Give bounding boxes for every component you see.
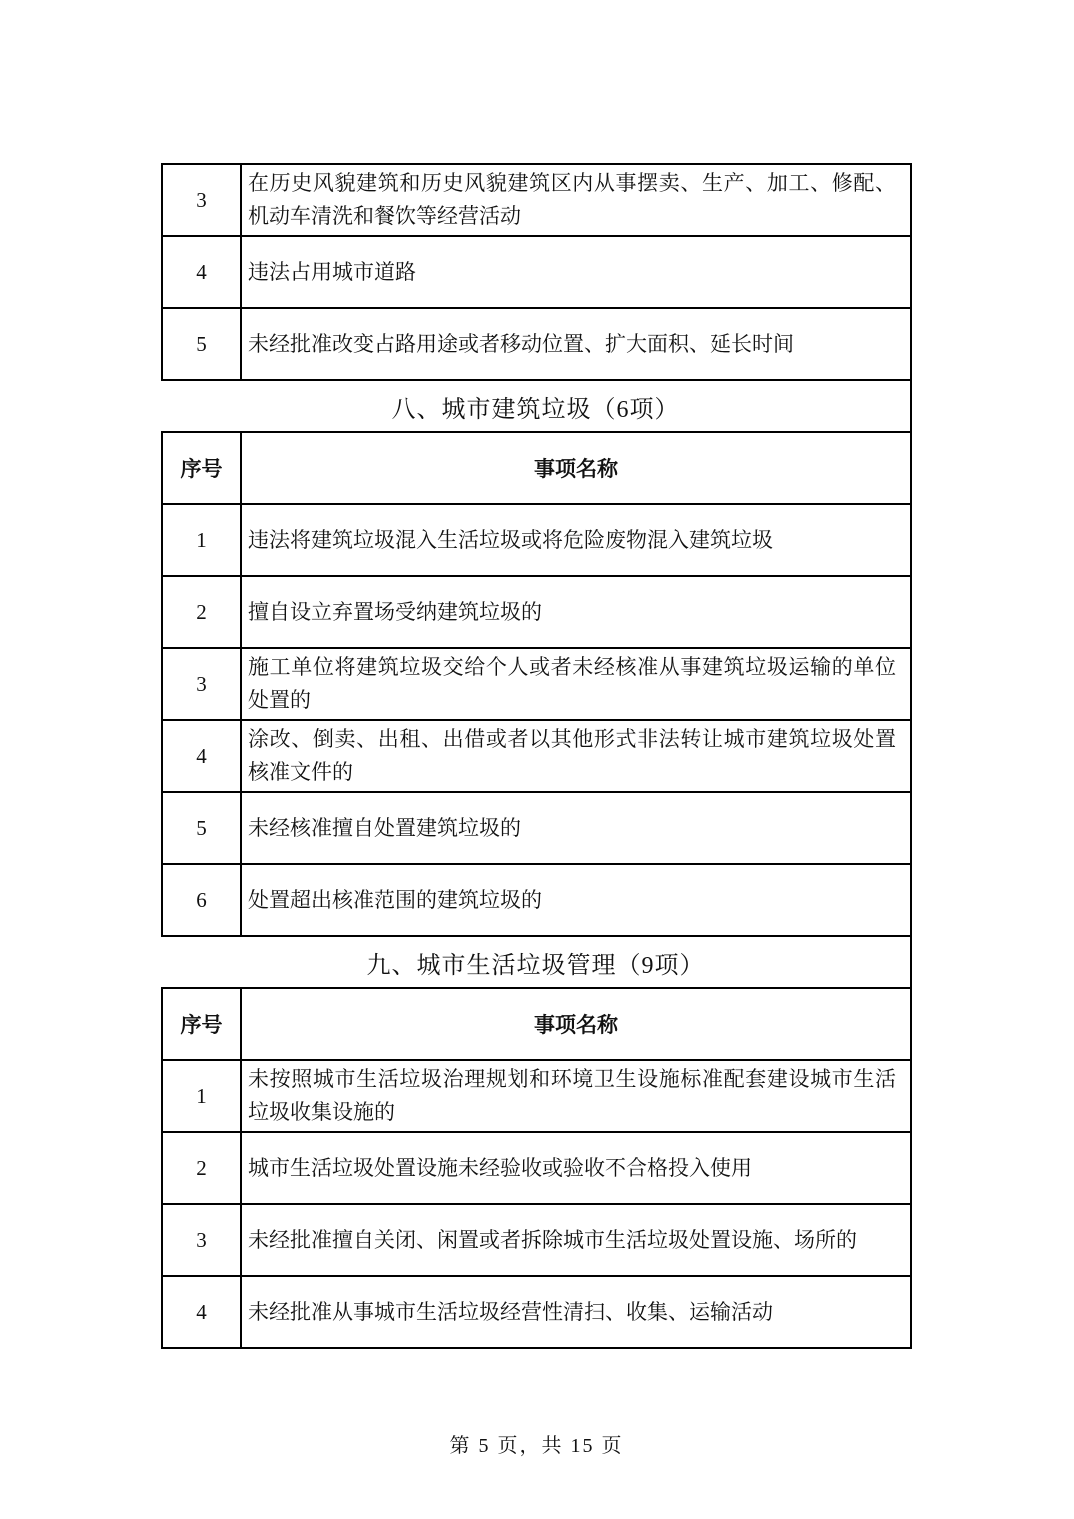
row-number-cell: 5 xyxy=(162,792,241,864)
item-name-cell: 在历史风貌建筑和历史风貌建筑区内从事摆卖、生产、加工、修配、机动车清洗和餐饮等经营活动 xyxy=(241,164,911,236)
row-number-cell: 4 xyxy=(162,1276,241,1348)
column-header-name: 事项名称 xyxy=(241,432,911,504)
table-row xyxy=(162,308,911,380)
row-number-cell: 4 xyxy=(162,720,241,792)
item-name-cell: 涂改、倒卖、出租、出借或者以其他形式非法转让城市建筑垃圾处置核准文件的 xyxy=(241,720,911,792)
item-name-cell: 处置超出核准范围的建筑垃圾的 xyxy=(241,864,911,936)
row-number-cell: 1 xyxy=(162,1060,241,1132)
item-name-cell: 违法占用城市道路 xyxy=(241,236,911,308)
page-content xyxy=(161,163,912,1458)
row-number-cell: 2 xyxy=(162,576,241,648)
section-9-table xyxy=(161,987,912,1349)
page-footer: 第 5 页，共 15 页 xyxy=(449,1435,624,1457)
row-number-cell: 6 xyxy=(162,864,241,936)
item-name-cell: 违法将建筑垃圾混入生活垃圾或将危险废物混入建筑垃圾 xyxy=(241,504,911,576)
item-name-cell: 未按照城市生活垃圾治理规划和环境卫生设施标准配套建设城市生活垃圾收集设施的 xyxy=(241,1060,911,1132)
row-number-cell: 5 xyxy=(162,308,241,380)
table-row xyxy=(162,1132,911,1204)
row-number-cell: 4 xyxy=(162,236,241,308)
section-9-heading: 九、城市生活垃圾管理（9项） xyxy=(161,937,912,987)
table-row xyxy=(162,504,911,576)
continuation-table xyxy=(161,163,912,381)
section-8-table xyxy=(161,431,912,937)
table-header-row xyxy=(162,988,911,1060)
row-number-cell: 3 xyxy=(162,1204,241,1276)
item-name-cell: 未经批准从事城市生活垃圾经营性清扫、收集、运输活动 xyxy=(241,1276,911,1348)
column-header-no: 序号 xyxy=(162,988,241,1060)
row-number-cell: 3 xyxy=(162,164,241,236)
table-row xyxy=(162,1204,911,1276)
item-name-cell: 未经批准改变占路用途或者移动位置、扩大面积、延长时间 xyxy=(241,308,911,380)
row-number-cell: 3 xyxy=(162,648,241,720)
item-name-cell: 擅自设立弃置场受纳建筑垃圾的 xyxy=(241,576,911,648)
column-header-name: 事项名称 xyxy=(241,988,911,1060)
row-number-cell: 1 xyxy=(162,504,241,576)
row-number-cell: 2 xyxy=(162,1132,241,1204)
table-row xyxy=(162,864,911,936)
table-row xyxy=(162,576,911,648)
item-name-cell: 施工单位将建筑垃圾交给个人或者未经核准从事建筑垃圾运输的单位处置的 xyxy=(241,648,911,720)
table-row xyxy=(162,1276,911,1348)
item-name-cell: 城市生活垃圾处置设施未经验收或验收不合格投入使用 xyxy=(241,1132,911,1204)
table-row xyxy=(162,236,911,308)
column-header-no: 序号 xyxy=(162,432,241,504)
table-row xyxy=(162,792,911,864)
table-row xyxy=(162,1060,911,1132)
table-row xyxy=(162,648,911,720)
table-row xyxy=(162,720,911,792)
item-name-cell: 未经批准擅自关闭、闲置或者拆除城市生活垃圾处置设施、场所的 xyxy=(241,1204,911,1276)
section-8-heading: 八、城市建筑垃圾（6项） xyxy=(161,381,912,431)
table-row xyxy=(162,164,911,236)
item-name-cell: 未经核准擅自处置建筑垃圾的 xyxy=(241,792,911,864)
table-header-row xyxy=(162,432,911,504)
